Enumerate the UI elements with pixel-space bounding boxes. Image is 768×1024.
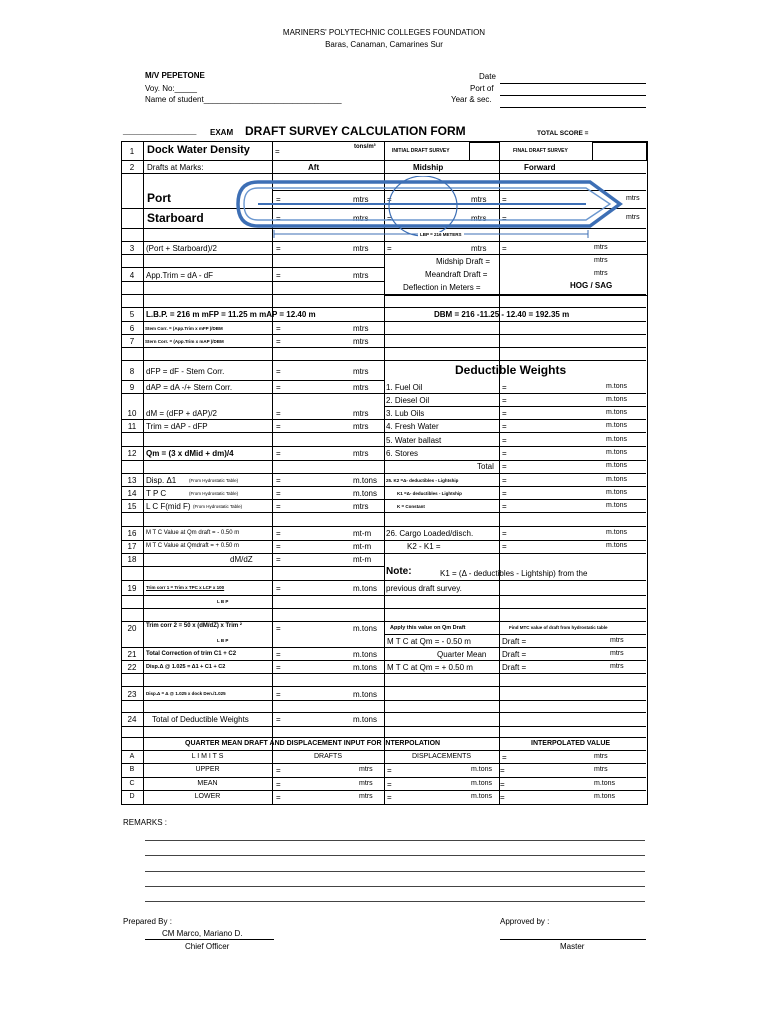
exam-label: EXAM <box>210 128 234 137</box>
row-number: 23 <box>127 690 137 699</box>
deflection-label: Deflection in Meters = <box>403 283 481 292</box>
forward-label: Forward <box>524 163 556 172</box>
stern-corr-label: Stern Corr. = (App.Trim x mAP )/DBM <box>145 339 224 344</box>
row-line <box>384 406 646 407</box>
org-address: Baras, Canaman, Camarines Sur <box>325 40 443 49</box>
unit-label: m.tons <box>606 502 628 509</box>
trim-label: Trim = dAP - dFP <box>146 422 208 431</box>
row-number: 20 <box>127 624 137 633</box>
disp-dock-label: Disp.Δ = Δ @ 1.025 x dock Den./1.025 <box>146 691 226 696</box>
row-number: 15 <box>127 502 137 511</box>
equals-sign: = <box>276 715 281 724</box>
unit-label: mtrs <box>353 337 369 346</box>
k2-label: 25. K2 =Δ- deductibles - Lightship <box>386 478 459 483</box>
row-line <box>121 512 646 513</box>
unit-label: mtrs <box>353 383 369 392</box>
row-number: 18 <box>127 555 137 564</box>
row-number: 1 <box>129 147 135 156</box>
unit-label: m.tons <box>471 793 493 800</box>
equals-sign: = <box>276 383 281 392</box>
equals-sign: = <box>276 690 281 699</box>
date-field-line[interactable] <box>500 83 646 84</box>
unit-label: mt-m <box>353 555 372 564</box>
mtc-minus-label: M T C Value at Qm draft = - 0.50 m <box>146 530 240 536</box>
unit-label: tons/m³ <box>354 144 376 150</box>
approved-by-label: Approved by : <box>500 917 550 926</box>
unit-label: mtrs <box>471 244 487 253</box>
equals-sign: = <box>502 195 507 204</box>
row-line <box>121 726 646 727</box>
approver-role: Master <box>560 942 585 951</box>
equals-sign: = <box>500 780 505 789</box>
equals-sign: = <box>276 244 281 253</box>
draft-eq-label: Draft = <box>502 637 527 646</box>
equals-sign: = <box>502 476 507 485</box>
row-line <box>121 486 646 487</box>
mtc-plus-label: M T C Value at Qmdraft = + 0.50 m <box>146 543 240 549</box>
row-line <box>121 499 646 500</box>
equals-sign: = <box>502 462 507 471</box>
row-number: 11 <box>127 422 137 431</box>
row-line <box>121 473 646 474</box>
row-line <box>121 526 646 527</box>
trim-corr-1-denominator: L B P <box>217 599 229 604</box>
unit-label: m.tons <box>471 766 493 773</box>
row-line <box>121 595 646 596</box>
unit-label: m.tons <box>353 584 378 593</box>
row-line <box>121 307 646 308</box>
preparer-signature-line[interactable] <box>145 939 274 940</box>
row-line <box>121 267 385 268</box>
qm-label: Qm = (3 x dMid + dm)/4 <box>146 449 234 458</box>
year-sec-label: Year & sec. <box>451 95 492 104</box>
total-correction-label: Total Correction of trim C1 + C2 <box>146 651 237 657</box>
equals-sign: = <box>502 542 507 551</box>
unit-label: m.tons <box>353 476 378 485</box>
unit-label: mtrs <box>353 324 369 333</box>
row-number: 17 <box>127 542 137 551</box>
unit-label: m.tons <box>594 793 616 800</box>
unit-label: m.tons <box>606 383 628 390</box>
k2-k1-label: K2 - K1 = <box>407 542 441 551</box>
row-line <box>121 660 646 661</box>
equals-sign: = <box>502 214 507 223</box>
row-number: 8 <box>129 367 135 376</box>
draft-eq-label: Draft = <box>502 650 527 659</box>
row-line <box>121 432 646 433</box>
unit-label: m.tons <box>353 663 378 672</box>
port-label: Port <box>147 191 171 205</box>
equals-sign: = <box>276 449 281 458</box>
unit-label: m.tons <box>353 489 378 498</box>
row-line <box>121 160 646 161</box>
interp-drafts-header: DRAFTS <box>314 753 342 760</box>
unit-label: m.tons <box>606 462 628 469</box>
row-line <box>121 540 646 541</box>
row-line <box>121 281 385 282</box>
row-number: 21 <box>127 650 137 659</box>
equals-sign: = <box>387 780 392 789</box>
mtc-minus-qm-label: M T C at Qm = - 0.50 m <box>387 637 471 646</box>
equals-sign: = <box>502 449 507 458</box>
row-number: 24 <box>127 715 137 724</box>
row-number: 10 <box>127 409 137 418</box>
lcf-label: L C F(mid F) <box>146 502 191 511</box>
trim-corr-2-denominator: L B P <box>217 638 229 643</box>
unit-label: mtrs <box>594 257 608 264</box>
port-of-field-line[interactable] <box>500 95 646 96</box>
remarks-line[interactable] <box>145 855 645 856</box>
remarks-line[interactable] <box>145 840 645 841</box>
unit-label: mtrs <box>594 753 608 760</box>
row-line <box>384 446 646 447</box>
k1-label: K1 =Δ- deductibles - Lightship <box>397 491 462 496</box>
row-line <box>121 673 646 674</box>
drafts-at-marks-label: Drafts at Marks: <box>147 163 204 172</box>
note-text: K1 = (Δ - deductibles - Lightship) from the <box>440 569 588 578</box>
unit-label: m.tons <box>606 396 628 403</box>
unit-label: m.tons <box>606 436 628 443</box>
aft-label: Aft <box>308 163 320 172</box>
equals-sign: = <box>387 793 392 802</box>
interpolation-header: QUARTER MEAN DRAFT AND DISPLACEMENT INPUT FOR INTERPOLATION <box>185 740 441 747</box>
deductible-weights-title: Deductible Weights <box>455 363 567 377</box>
preparer-name: CM Marco, Mariano D. <box>162 929 243 938</box>
equals-sign: = <box>500 766 505 775</box>
disp-label: Disp. Δ1 <box>146 476 177 485</box>
unit-label: mtrs <box>594 244 608 251</box>
equals-sign: = <box>502 396 507 405</box>
equals-sign: = <box>502 383 507 392</box>
remarks-label: REMARKS : <box>123 818 168 827</box>
row-number: 5 <box>129 310 135 319</box>
row-number: 6 <box>129 324 135 333</box>
row-number: 7 <box>129 337 135 346</box>
equals-sign: = <box>276 195 281 204</box>
initial-density-box[interactable] <box>469 142 500 161</box>
equals-sign: = <box>502 409 507 418</box>
unit-label: mtrs <box>353 214 369 223</box>
deductible-item: 4. Fresh Water <box>386 422 439 431</box>
unit-label: mtrs <box>353 195 369 204</box>
interp-row-letter: B <box>129 766 135 773</box>
unit-label: mtrs <box>610 663 624 670</box>
initial-draft-survey-label: INITIAL DRAFT SURVEY <box>392 148 450 154</box>
draft-eq-label: Draft = <box>502 663 527 672</box>
mtc-plus-qm-label: M T C at Qm = + 0.50 m <box>387 663 473 672</box>
equals-sign: = <box>502 489 507 498</box>
row-number: 22 <box>127 663 137 672</box>
total-score-label: TOTAL SCORE = <box>537 130 589 137</box>
row-number: 9 <box>129 383 135 392</box>
row-line <box>384 634 646 635</box>
unit-label: mtrs <box>610 650 624 657</box>
dbm-label: DBM = 216 -11.25 - 12.40 = 192.35 m <box>434 310 570 319</box>
k-constant-label: K = Constant <box>397 504 425 509</box>
unit-label: mtrs <box>359 793 373 800</box>
equals-sign: = <box>276 367 281 376</box>
unit-label: m.tons <box>606 489 628 496</box>
unit-label: m.tons <box>606 476 628 483</box>
row-line <box>121 347 646 348</box>
quarter-mean-label: Quarter Mean <box>437 650 487 659</box>
row-line <box>121 608 646 609</box>
unit-label: mtrs <box>471 195 487 204</box>
row-line <box>121 460 646 461</box>
unit-label: mt-m <box>353 529 372 538</box>
unit-label: m.tons <box>594 780 616 787</box>
tpc-label: T P C <box>146 489 167 498</box>
hydrostatic-note: (From Hydrostatic Table) <box>193 504 243 509</box>
interp-row-letter: D <box>129 793 135 800</box>
row-line <box>121 334 646 335</box>
unit-label: mtrs <box>353 449 369 458</box>
row-line <box>121 686 646 687</box>
row-number: 4 <box>129 271 135 280</box>
equals-sign: = <box>502 502 507 511</box>
equals-sign: = <box>387 214 392 223</box>
unit-label: mtrs <box>610 637 624 644</box>
equals-sign: = <box>276 766 281 775</box>
trim-corr-1-label: Trim corr 1 = Trim x TPC x LCF x 100 <box>146 585 225 590</box>
row-line <box>121 173 646 174</box>
year-sec-field-line[interactable] <box>500 107 646 108</box>
row-line <box>121 621 646 622</box>
equals-sign: = <box>276 542 281 551</box>
row-line <box>121 419 646 420</box>
equals-sign: = <box>276 650 281 659</box>
equals-sign: = <box>502 753 507 762</box>
unit-label: mtrs <box>353 502 369 511</box>
dap-label: dAP = dA -/+ Stern Corr. <box>146 383 233 392</box>
interp-row-name: UPPER <box>195 766 220 773</box>
unit-label: m.tons <box>606 409 628 416</box>
col-line-interp <box>384 737 385 803</box>
row-line <box>121 360 646 361</box>
row-number: 16 <box>127 529 137 538</box>
interp-row-name: MEAN <box>197 780 218 787</box>
hydrostatic-note: (From Hydrostatic Table) <box>189 491 239 496</box>
row-number: 2 <box>129 163 135 172</box>
interp-disp-header: DISPLACEMENTS <box>411 753 472 760</box>
port-starboard-avg-label: (Port + Starboard)/2 <box>146 244 217 253</box>
disp-at-1025-label: Disp.Δ @ 1.025 = Δ1 + C1 + C2 <box>146 664 226 670</box>
deductible-item: 2. Diesel Oil <box>386 396 430 405</box>
equals-sign: = <box>276 555 281 564</box>
equals-sign: = <box>276 624 281 633</box>
exam-blank[interactable]: ____________ <box>123 124 197 136</box>
equals-sign: = <box>276 337 281 346</box>
equals-sign: = <box>276 409 281 418</box>
unit-label: mt-m <box>353 542 372 551</box>
dmdz-label: dM/dZ <box>230 555 253 564</box>
final-draft-survey-label: FINAL DRAFT SURVEY <box>513 148 568 154</box>
unit-label: m.tons <box>606 449 628 456</box>
starboard-label: Starboard <box>147 211 204 225</box>
row-line <box>121 700 646 701</box>
dock-water-density-label: Dock Water Density <box>147 144 250 156</box>
equals-sign: = <box>502 436 507 445</box>
midship-label: Midship <box>413 163 444 172</box>
unit-label: mtrs <box>626 195 640 202</box>
equals-sign: = <box>276 529 281 538</box>
final-density-box[interactable] <box>592 142 647 161</box>
unit-label: m.tons <box>606 422 628 429</box>
equals-sign: = <box>276 663 281 672</box>
deductible-total-label: Total <box>477 462 494 471</box>
deductible-item: 3. Lub Oils <box>386 409 425 418</box>
form-title: DRAFT SURVEY CALCULATION FORM <box>245 124 466 138</box>
equals-sign: = <box>276 489 281 498</box>
row-number: 3 <box>129 244 135 253</box>
equals-sign: = <box>502 244 507 253</box>
equals-sign: = <box>387 766 392 775</box>
unit-label: mtrs <box>353 367 369 376</box>
app-trim-label: App.Trim = dA - dF <box>146 271 214 280</box>
approver-signature-line[interactable] <box>500 939 646 940</box>
stem-corr-label: Stem Corr. = (App.Trim x mFP )/DBM <box>145 326 223 331</box>
unit-label: mtrs <box>359 780 373 787</box>
equals-sign: = <box>387 195 392 204</box>
remarks-line[interactable] <box>145 871 645 872</box>
equals-sign: = <box>502 422 507 431</box>
deductible-item: 1. Fuel Oil <box>386 383 423 392</box>
apply-value-label: Apply this value on Qm Draft <box>390 625 466 631</box>
vessel-name: M/V PEPETONE <box>145 71 205 80</box>
deductible-item: 6. Stores <box>386 449 419 458</box>
dfp-label: dFP = dF - Stem Corr. <box>146 367 225 376</box>
deductible-item: 5. Water ballast <box>386 436 442 445</box>
unit-label: mtrs <box>353 271 369 280</box>
lbp-marker-label: LBP = 216 METERS <box>420 232 462 237</box>
equals-sign: = <box>276 584 281 593</box>
remarks-line[interactable] <box>145 901 645 902</box>
equals-sign: = <box>276 214 281 223</box>
unit-label: mtrs <box>353 409 369 418</box>
trim-corr-2-label: Trim corr 2 = 50 x (dM/dZ) x Trim ² <box>146 623 242 629</box>
cargo-loaded-label: 26. Cargo Loaded/disch. <box>386 529 474 538</box>
row-number: 14 <box>127 489 137 498</box>
unit-label: m.tons <box>353 624 378 633</box>
equals-sign: = <box>276 502 281 511</box>
equals-sign: = <box>276 476 281 485</box>
row-line <box>121 380 385 381</box>
unit-label: m.tons <box>353 715 378 724</box>
unit-label: mtrs <box>471 214 487 223</box>
unit-label: m.tons <box>606 542 628 549</box>
equals-sign: = <box>387 244 392 253</box>
row-line <box>121 712 646 713</box>
row-line <box>121 393 646 394</box>
interp-row-letter: A <box>129 753 135 760</box>
interpolated-value-header: INTERPOLATED VALUE <box>531 740 611 747</box>
hog-sag-label: HOG / SAG <box>570 281 613 290</box>
equals-sign: = <box>502 529 507 538</box>
equals-sign: = <box>276 271 281 280</box>
find-mtc-label: Find MTC value of draft from hydrostatic table <box>509 625 608 630</box>
equals-sign: = <box>275 147 280 156</box>
unit-label: mtrs <box>594 270 608 277</box>
row-line <box>121 446 385 447</box>
voy-no-field[interactable]: Voy. No:_____ <box>145 84 197 93</box>
student-name-field[interactable]: Name of student_______________________________ <box>145 95 342 104</box>
interp-row-letter: C <box>129 780 135 787</box>
preparer-role: Chief Officer <box>185 942 230 951</box>
equals-sign: = <box>276 422 281 431</box>
interp-row-name: LOWER <box>194 793 221 800</box>
row-line <box>121 580 646 581</box>
equals-sign: = <box>276 793 281 802</box>
meandraft-label: Meandraft Draft = <box>425 270 488 279</box>
dm-label: dM = (dFP + dAP)/2 <box>146 409 217 418</box>
lbp-values-label: L.B.P. = 216 m mFP = 11.25 m mAP = 12.40 m <box>146 310 316 319</box>
unit-label: mtrs <box>353 422 369 431</box>
remarks-line[interactable] <box>145 886 645 887</box>
unit-label: mtrs <box>359 766 373 773</box>
interp-row-name: L I M I T S <box>191 753 224 760</box>
midship-draft-label: Midship Draft = <box>436 257 491 266</box>
prepared-by-label: Prepared By : <box>123 917 172 926</box>
row-line <box>121 647 646 648</box>
row-line <box>121 321 646 322</box>
unit-label: m.tons <box>606 529 628 536</box>
row-number: 13 <box>127 476 137 485</box>
unit-label: mtrs <box>353 244 369 253</box>
total-deductibles-label: Total of Deductible Weights <box>152 715 249 724</box>
note-text-continued: previous draft survey. <box>386 584 462 593</box>
row-number: 12 <box>127 449 137 458</box>
equals-sign: = <box>500 793 505 802</box>
unit-label: m.tons <box>353 690 378 699</box>
hydrostatic-note: (From Hydrostatic Table) <box>189 478 239 483</box>
date-label: Date <box>479 72 496 81</box>
unit-label: m.tons <box>471 780 493 787</box>
note-label: Note: <box>386 566 412 577</box>
port-of-label: Port of <box>470 84 494 93</box>
row-line <box>121 566 385 567</box>
row-number: 19 <box>127 584 137 593</box>
org-name: MARINERS' POLYTECHNIC COLLEGES FOUNDATION <box>282 28 486 37</box>
unit-label: mtrs <box>626 214 640 221</box>
unit-label: m.tons <box>353 650 378 659</box>
row-line <box>121 553 646 554</box>
unit-label: mtrs <box>594 766 608 773</box>
equals-sign: = <box>276 324 281 333</box>
equals-sign: = <box>276 780 281 789</box>
